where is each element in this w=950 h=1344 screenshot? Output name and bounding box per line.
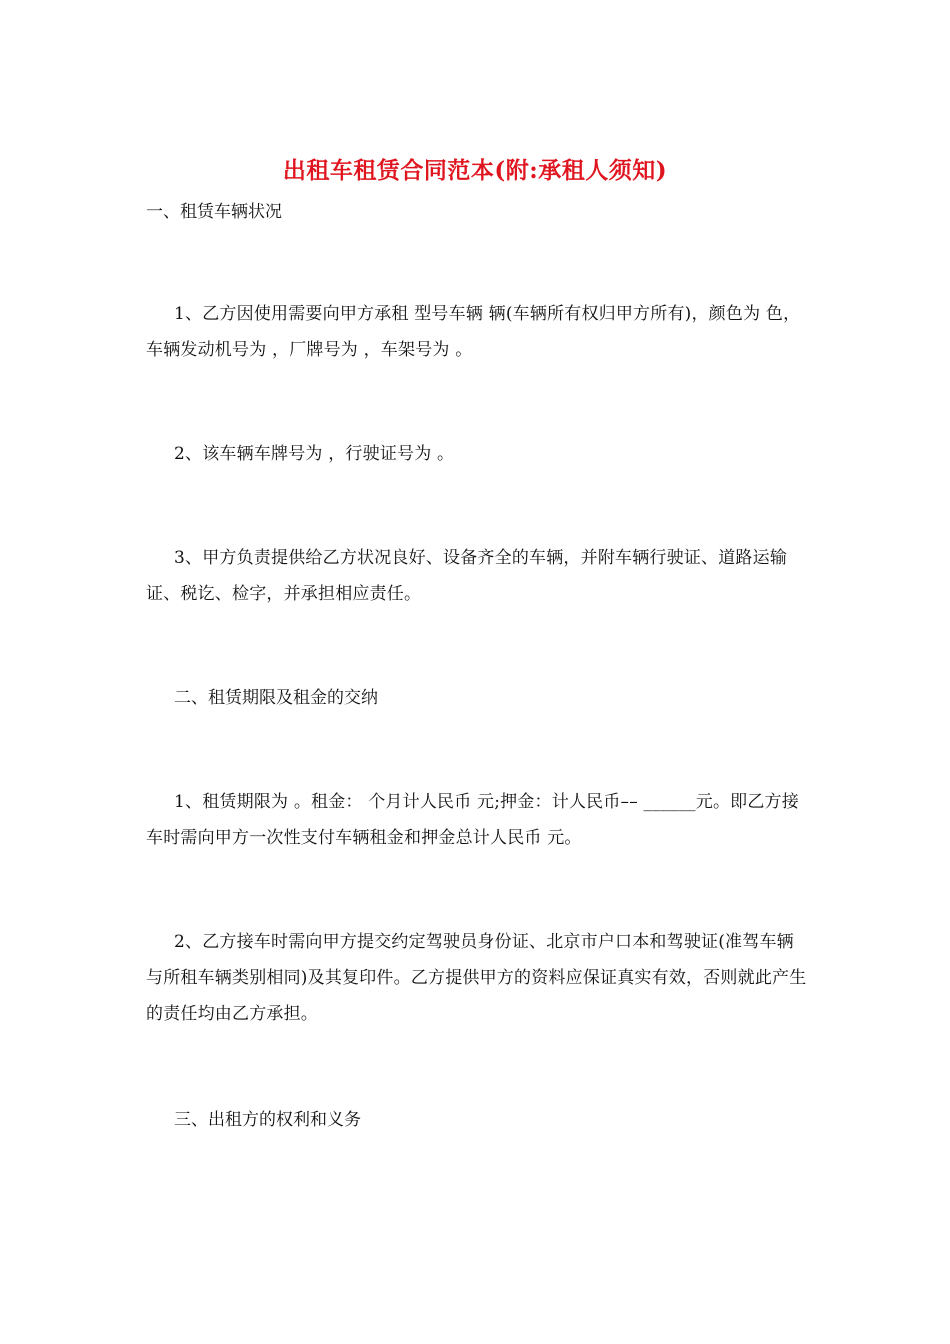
- section-heading-3: 三、出租方的权利和义务: [174, 1110, 361, 1130]
- clause-1-3: 3、甲方负责提供给乙方状况良好、设备齐全的车辆，并附车辆行驶证、道路运输证、税讫、检字，并承担相应责任。: [146, 548, 788, 604]
- document-title: 出租车租赁合同范本(附:承租人须知): [282, 157, 668, 184]
- section-heading-1: 一、租赁车辆状况: [146, 202, 282, 222]
- clause-1-2: 2、该车辆车牌号为 ，行驶证号为 。: [174, 444, 455, 464]
- clause-1-1: 1、乙方因使用需要向甲方承租 型号车辆 辆(车辆所有权归甲方所有)，颜色为 色，车辆发动机号为 ，厂牌号为 ，车架号为 。: [146, 304, 801, 360]
- section-heading-2: 二、租赁期限及租金的交纳: [174, 688, 378, 708]
- clause-2-2: 2、乙方接车时需向甲方提交约定驾驶员身份证、北京市户口本和驾驶证(准驾车辆与所租车辆类别相同)及其复印件。乙方提供甲方的资料应保证真实有效，否则就此产生的责任均由乙方承担。: [146, 932, 807, 1024]
- clause-2-1: 1、租赁期限为 。租金： 个月计人民币 元;押金：计人民币–– ______元。即乙方接车时需向甲方一次性支付车辆租金和押金总计人民币 元。: [146, 792, 799, 848]
